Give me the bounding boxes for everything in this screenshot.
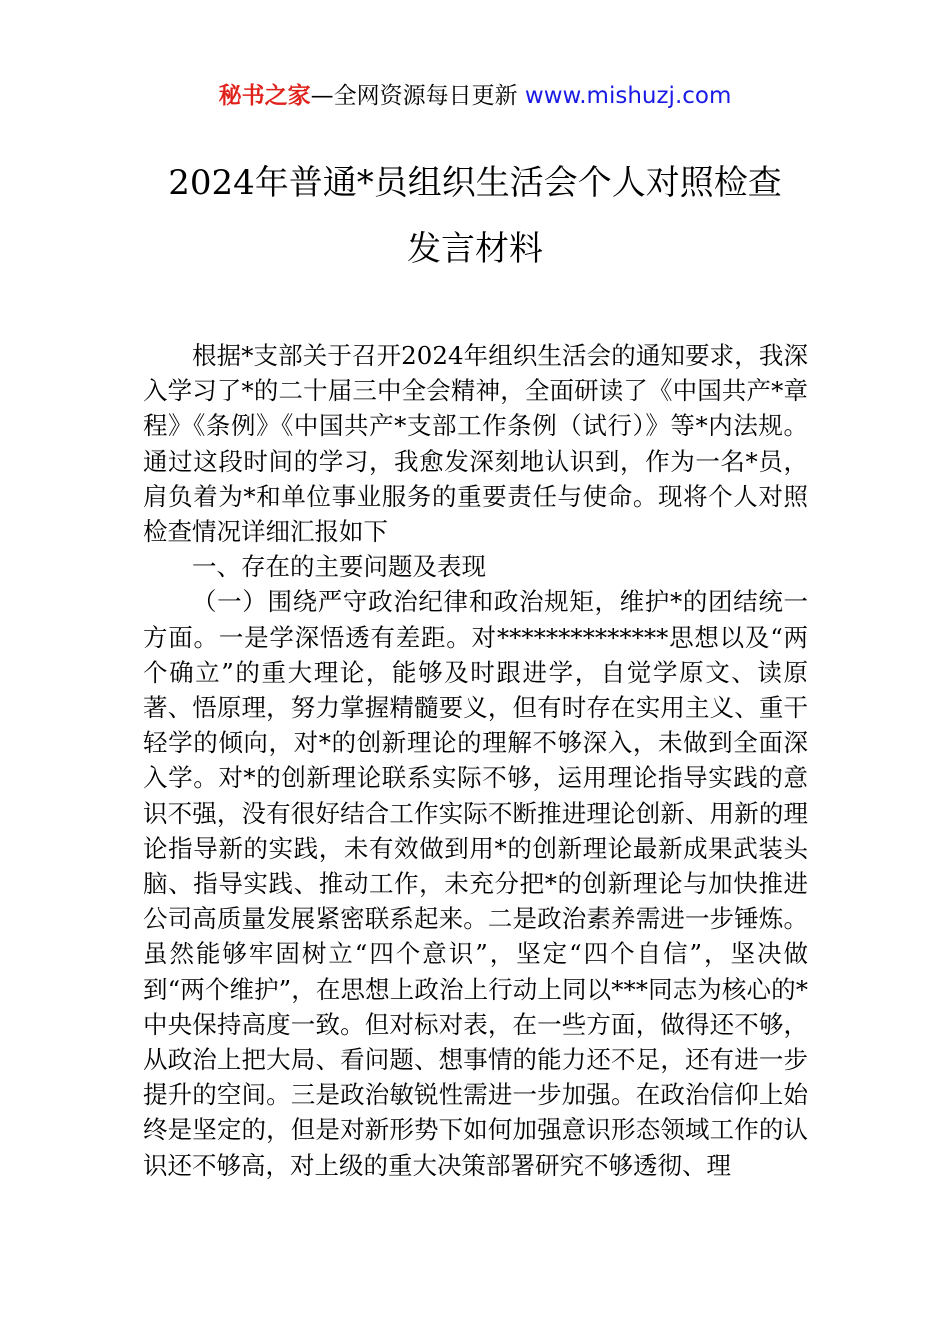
section-heading: 一、存在的主要问题及表现 <box>192 552 486 582</box>
banner-slogan: —全网资源每日更新 <box>310 83 525 109</box>
document-title-line-1: 2024年普通*员组织生活会个人对照检查 <box>168 163 782 203</box>
banner-site-url[interactable]: www.mishuzj.com <box>524 83 732 109</box>
banner-brand: 秘书之家 <box>218 83 311 109</box>
document-title-line-2: 发言材料 <box>407 229 543 269</box>
body-paragraph: （一）围绕严守政治纪律和政治规矩，维护*的团结统一方面。一是学深悟透有差距。对**************思想以及“两个确立”的重大理论，能够及时跟进学，自觉学原文、读原著、悟原理，努力掌握精髓要义，但有时存在实用主义、重干轻学的倾向，对*的创新理论的理解不够深入，未做到全面深入学。对*的创新理论联系实际不够，运用理论指导实践的意识不强，没有很好结合工作实际不断推进理论创新、用新的理论指导新的实践，未有效做到用*的创新理论最新成果武装头脑、指导实践、推动工作，未充分把*的创新理论与加快推进公司高质量发展紧密联系起来。二是政治素养需进一步锤炼。虽然能够牢固树立“四个意识”，坚定“四个自信”，坚决做到“两个维护”，在思想上政治上行动上同以***同志为核心的*中央保持高度一致。但对标对表，在一些方面，做得还不够，从政治上把大局、看问题、想事情的能力还不足，还有进一步提升的空间。三是政治敏锐性需进一步加强。在政治信仰上始终是坚定的，但是对新形势下如何加强意识形态领域工作的认识还不够高，对上级的重大决策部署研究不够透彻、理 <box>143 587 808 1180</box>
intro-paragraph: 根据*支部关于召开2024年组织生活会的通知要求，我深入学习了*的二十届三中全会精神，全面研读了《中国共产*章程》《条例》《中国共产*支部工作条例（试行）》等*内法规。通过这段时间的学习，我愈发深刻地认识到，作为一名*员，肩负着为*和单位事业服务的重要责任与使命。现将个人对照检查情况详细汇报如下 <box>143 341 808 547</box>
site-banner <box>0 80 950 112</box>
document-body <box>143 338 808 1183</box>
document-title <box>100 150 850 282</box>
